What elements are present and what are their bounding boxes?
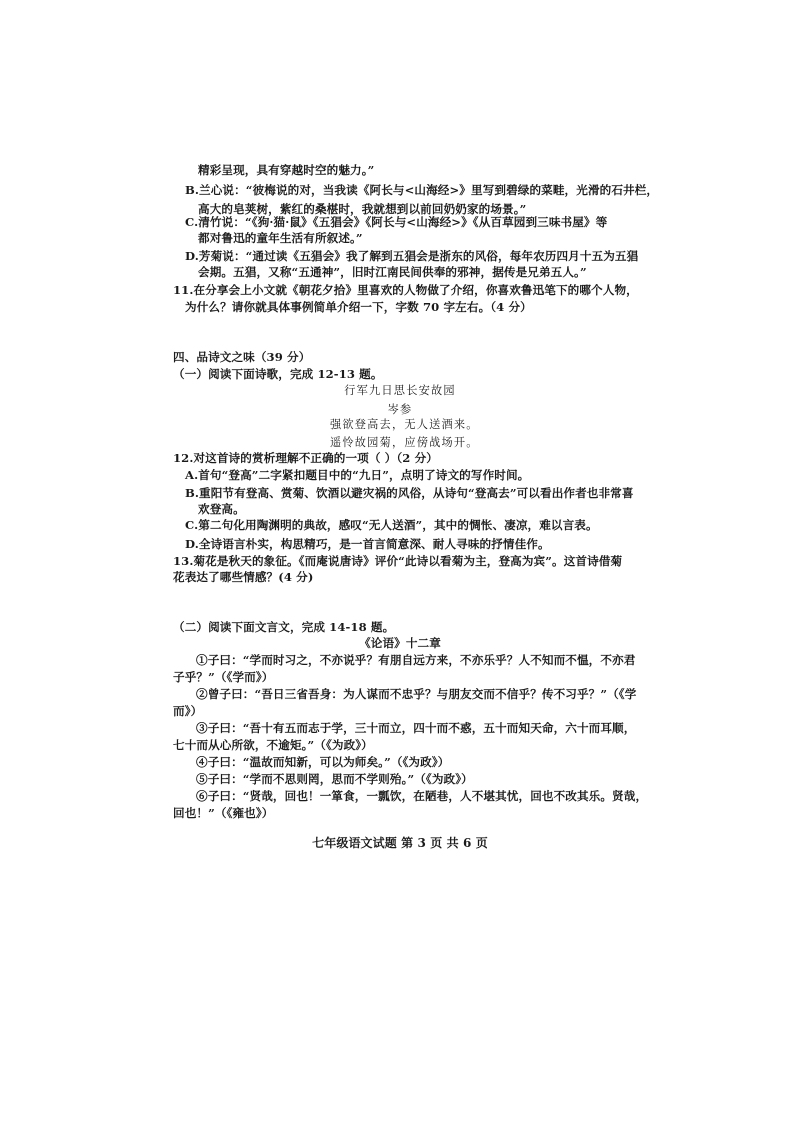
page-footer: 七年级语文试题 第 3 页 共 6 页 bbox=[312, 836, 488, 850]
q10-option-d-line2: 会期。五猖，又称“五通神”，旧时江南民间供奉的邪神，据传是兄弟五人。” bbox=[198, 265, 587, 279]
q10-option-b-line1: B.兰心说：“彼梅说的对，当我读《阿长与<山海经>》里写到碧绿的菜畦，光滑的石井栏， bbox=[185, 183, 659, 197]
q12-option-d: D.全诗语言朴实，构思精巧，是一首言简意深、耐人寻味的抒情佳作。 bbox=[185, 537, 550, 551]
lunyu-6-line2: 回也！”（《雍也》） bbox=[173, 806, 274, 820]
part1-intro: （一）阅读下面诗歌，完成 12-13 题。 bbox=[173, 367, 383, 381]
q10-option-b-line2: 高大的皂荚树，紫红的桑椹时，我就想到以前回奶奶家的场景。” bbox=[198, 202, 527, 216]
lunyu-4: ④子曰：“温故而知新，可以为师矣。”（《为政》） bbox=[196, 755, 450, 769]
q12-option-b-line2: 欢登高。 bbox=[198, 502, 245, 516]
lunyu-1-line1: ①子曰：“学而时习之，不亦说乎？有朋自远方来，不亦乐乎？人不知而不愠，不亦君 bbox=[196, 653, 636, 667]
q12-option-b-line1: B.重阳节有登高、赏菊、饮酒以避灾祸的风俗，从诗句“登高去”可以看出作者也非常喜 bbox=[185, 486, 634, 500]
lunyu-title: 《论语》十二章 bbox=[359, 636, 441, 650]
q11-stem-line2: 为什么？请你就具体事例简单介绍一下，字数 70 字左右。（4 分） bbox=[185, 300, 532, 314]
q11-stem-line1: 11.在分享会上小文就《朝花夕拾》里喜欢的人物做了介绍，你喜欢鲁迅笔下的哪个人物， bbox=[173, 283, 638, 297]
q10-option-c-line2: 都对鲁迅的童年生活有所叙述。” bbox=[198, 231, 363, 245]
lunyu-5: ⑤子曰：“学而不思则罔，思而不学则殆。”（《为政》） bbox=[196, 772, 473, 786]
poem-line-1: 强欲登高去，无人送酒来。 bbox=[330, 418, 479, 431]
q13-stem-line1: 13.菊花是秋天的象征。《而庵说唐诗》评价“此诗以看菊为主，登高为宾”。这首诗借菊 bbox=[173, 554, 623, 568]
q10-option-d-line1: D.芳菊说：“通过读《五猖会》我了解到五猖会是浙东的风俗，每年农历四月十五为五猖 bbox=[185, 249, 639, 263]
part2-intro: （二）阅读下面文言文，完成 14-18 题。 bbox=[173, 620, 395, 634]
lunyu-6-line1: ⑥子曰：“贤哉，回也！一箪食，一瓢饮，在陋巷，人不堪其忧，回也不改其乐。贤哉， bbox=[196, 789, 648, 803]
q10-option-c-line1: C.清竹说：“《狗·猫·鼠》《五猖会》《阿长与<山海经>》《从百草园到三味书屋》等 bbox=[185, 215, 608, 229]
q13-stem-line2: 花表达了哪些情感？(4 分) bbox=[173, 570, 314, 584]
poem-title: 行军九日思长安故园 bbox=[344, 384, 456, 397]
q10-option-a-line2: 精彩呈现，具有穿越时空的魅力。” bbox=[198, 163, 375, 177]
lunyu-1-line2: 子乎？”（《学而》） bbox=[173, 670, 274, 684]
lunyu-3-line2: 七十而从心所欲，不逾矩。”（《为政》） bbox=[173, 738, 373, 752]
q12-stem: 12.对这首诗的赏析理解不正确的一项（ ）（2 分） bbox=[173, 451, 438, 465]
section4-heading: 四、品诗文之味（39 分） bbox=[173, 350, 311, 364]
poem-line-2: 遥怜故园菊，应傍战场开。 bbox=[330, 436, 479, 449]
poem-author: 岑参 bbox=[387, 403, 413, 416]
q12-option-a: A.首句“登高”二字紧扣题目中的“九日”，点明了诗文的写作时间。 bbox=[185, 468, 530, 482]
lunyu-3-line1: ③子曰：“吾十有五而志于学，三十而立，四十而不惑，五十而知天命，六十而耳顺， bbox=[196, 721, 636, 735]
q12-option-c: C.第二句化用陶渊明的典故，感叹“无人送酒”，其中的惆怅、凄凉，难以言表。 bbox=[185, 518, 598, 532]
lunyu-2-line1: ②曾子曰：“吾日三省吾身：为人谋而不忠乎？与朋友交而不信乎？传不习乎？”（《学 bbox=[196, 687, 637, 701]
lunyu-2-line2: 而》） bbox=[173, 704, 203, 718]
